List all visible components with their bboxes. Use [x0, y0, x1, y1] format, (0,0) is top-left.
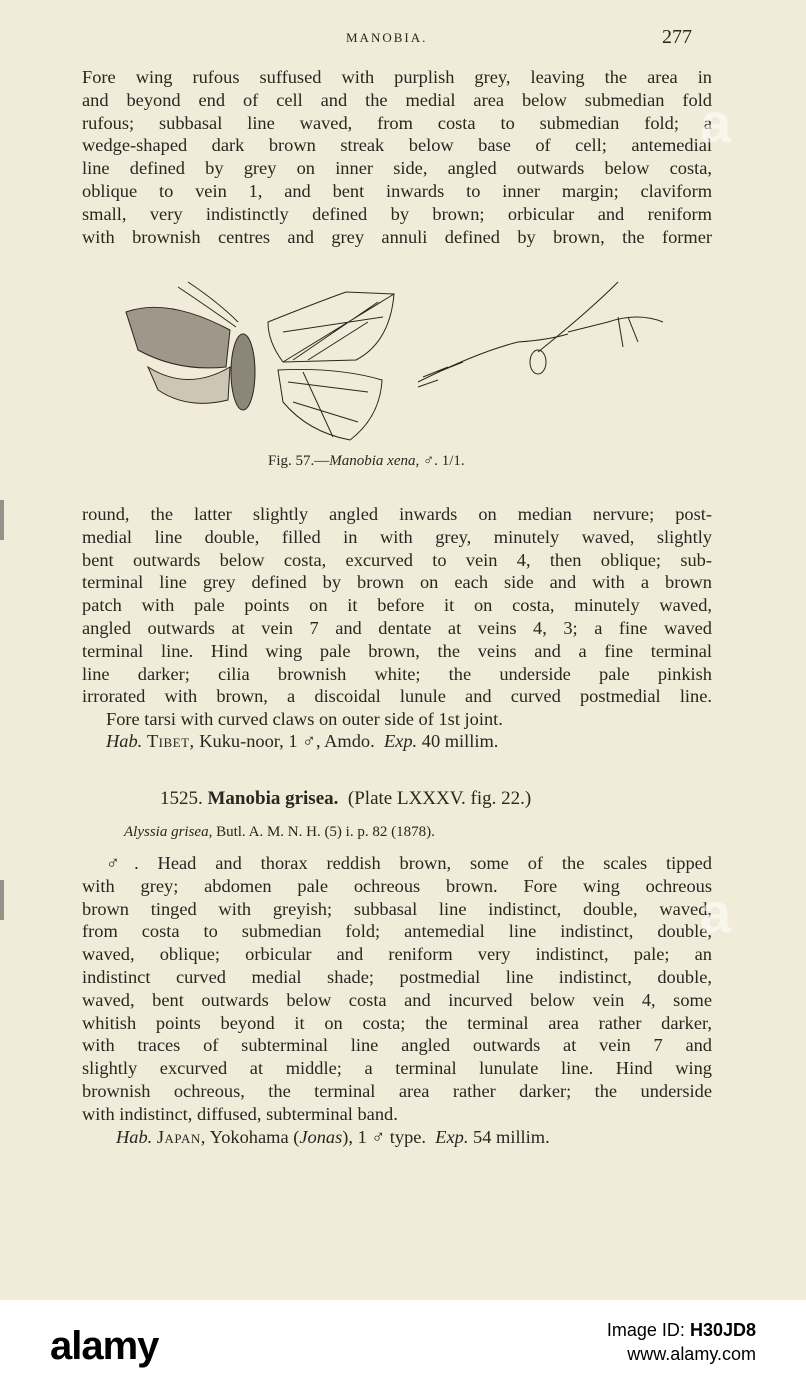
text-line: terminal line. Hind wing pale brown, the veins and a fine terminal	[82, 640, 712, 661]
exp-value: 40 millim.	[421, 731, 499, 751]
alamy-logo: alamy	[50, 1324, 159, 1368]
hab-label: Hab.	[116, 1127, 153, 1147]
citation-name: Alyssia grisea,	[124, 824, 213, 840]
text-line: with brownish centres and grey annuli defined by brown, the former	[82, 226, 712, 247]
text-line: terminal line grey defined by brown on each side and with a brown	[82, 572, 712, 593]
hab-detail-post: ), 1 ♂ type.	[342, 1127, 427, 1147]
exp-value: 54 millim.	[473, 1127, 550, 1147]
text-line: rufous; subbasal line waved, from costa to submedian fold; a	[82, 112, 712, 133]
page-number: 277	[662, 26, 692, 48]
paragraph-description-top	[82, 66, 712, 248]
hab-collector: Jonas	[299, 1127, 343, 1147]
species-number: 1525.	[160, 788, 203, 809]
hab-locality: Japan,	[156, 1127, 206, 1147]
page-edge-mark	[0, 880, 4, 920]
text-line: brownish ochreous, the terminal area rather darker; the underside	[82, 1080, 712, 1101]
text-line: Fore tarsi with curved claws on outer side of 1st joint.	[106, 709, 503, 730]
text-line: round, the latter slightly angled inwards on median nervure; post-	[82, 504, 712, 524]
paragraph-grisea-description	[82, 852, 712, 1126]
habitat-line-grisea	[116, 1127, 550, 1148]
paragraph-description-continued	[82, 503, 712, 731]
exp-label: Exp.	[383, 731, 418, 751]
citation-ref: Butl. A. M. N. H. (5) i. p. 82 (1878).	[216, 824, 435, 840]
habitat-line-xena	[106, 731, 498, 752]
hab-label: Hab.	[106, 731, 143, 751]
text-line: with indistinct, diffused, subterminal band.	[82, 1103, 398, 1124]
moth-figure	[118, 272, 678, 447]
text-line: patch with pale points on it before it on costa, minutely waved,	[82, 595, 712, 616]
image-id-block	[607, 1318, 756, 1366]
site-url: www.alamy.com	[627, 1344, 756, 1364]
text-line: line defined by grey on inner side, angled outwards below costa,	[82, 158, 712, 179]
text-line: slightly excurved at middle; a terminal lunulate line. Hind wing	[82, 1058, 712, 1079]
text-line: waved, bent outwards below costa and incurved below vein 4, some	[82, 989, 712, 1010]
species-citation	[124, 824, 435, 841]
text-line: medial line double, filled in with grey, minutely waved, slightly	[82, 526, 712, 547]
text-line: small, very indistinctly defined by brown; orbicular and reniform	[82, 203, 712, 224]
caption-species: Manobia xena,	[329, 453, 420, 469]
text-line: angled outwards at vein 7 and dentate at veins 4, 3; a fine waved	[82, 617, 712, 638]
figure-caption	[268, 453, 465, 470]
species-heading	[160, 788, 531, 810]
text-line: Fore wing rufous suffused with purplish grey, leaving the area in	[82, 67, 712, 87]
hab-locality: Tibet,	[146, 731, 195, 751]
species-plate: (Plate LXXXV. fig. 22.)	[347, 788, 532, 809]
hab-detail-pre: Yokohama (	[209, 1127, 300, 1147]
watermark-overlay: a	[700, 881, 732, 944]
text-line: irrorated with brown, a discoidal lunule and curved postmedial line.	[82, 686, 712, 707]
caption-prefix: Fig. 57.—	[268, 453, 330, 469]
image-id: H30JD8	[689, 1320, 756, 1340]
text-line: brown tinged with greyish; subbasal line indistinct, double, waved,	[82, 898, 712, 919]
species-name: Manobia grisea.	[207, 788, 339, 809]
image-id-label: Image ID:	[606, 1320, 685, 1340]
text-line: oblique to vein 1, and bent inwards to inner margin; claviform	[82, 180, 712, 201]
text-line: and beyond end of cell and the medial area below submedian fold	[82, 89, 712, 110]
text-line: waved, oblique; orbicular and reniform very indistinct, pale; an	[82, 944, 712, 965]
hab-detail: Kuku-noor, 1 ♂, Amdo.	[199, 731, 375, 751]
text-line: bent outwards below costa, excurved to vein 4, then oblique; sub-	[82, 549, 712, 570]
text-line: wedge-shaped dark brown streak below base of cell; antemedial	[82, 135, 712, 156]
exp-label: Exp.	[435, 1127, 469, 1147]
page-header	[0, 26, 806, 50]
leg-detail-illustration	[418, 282, 663, 387]
text-line: line darker; cilia brownish white; the underside pale pinkish	[82, 663, 712, 684]
text-line: from costa to submedian fold; antemedial line indistinct, double,	[82, 921, 712, 942]
text-line: whitish points beyond it on costa; the terminal area rather darker,	[82, 1012, 712, 1033]
moth-illustration	[126, 282, 394, 440]
text-line: ♂. Head and thorax reddish brown, some of the scales tipped	[106, 853, 712, 873]
text-line: with grey; abdomen pale ochreous brown. Fore wing ochreous	[82, 875, 712, 896]
text-line: indistinct curved medial shade; postmedial line indistinct, double,	[82, 966, 712, 987]
running-head: MANOBIA.	[346, 30, 428, 45]
watermark-overlay: a	[700, 91, 732, 154]
stock-watermark-bar	[0, 1300, 806, 1390]
caption-suffix: ♂. 1/1.	[423, 453, 465, 469]
page-edge-mark	[0, 500, 4, 540]
text-line: with traces of subterminal line angled outwards at vein 7 and	[82, 1035, 712, 1056]
